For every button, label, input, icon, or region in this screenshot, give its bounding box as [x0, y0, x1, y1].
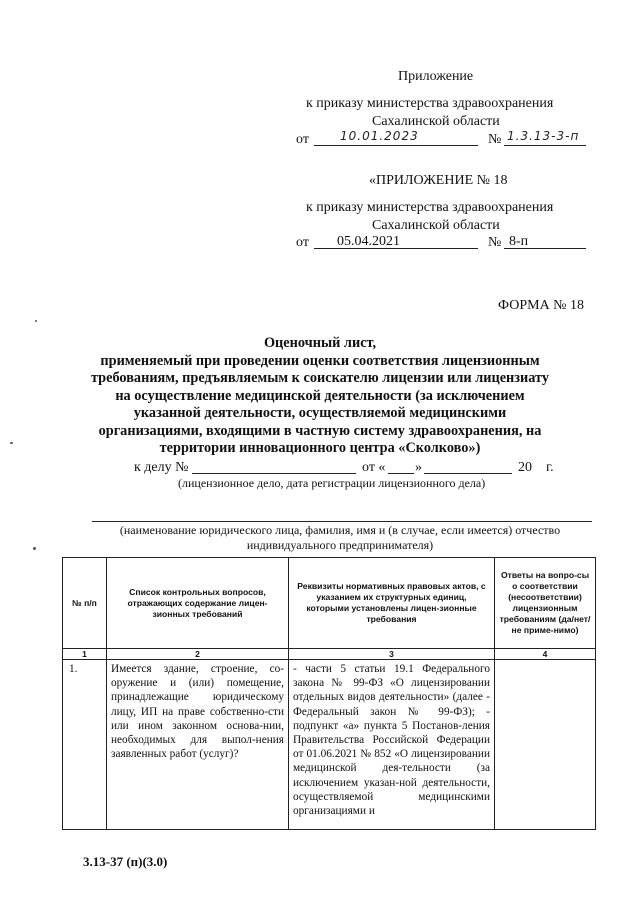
title-line: указанной деятельности, осуществляемой медицинскими	[133, 405, 507, 421]
case-month-underline	[424, 473, 512, 474]
question-cell	[107, 660, 289, 830]
row-number-cell	[63, 660, 107, 830]
column-number-cell	[495, 649, 596, 660]
case-note: (лицензионное дело, дата регистрации лицензионного дела)	[178, 476, 486, 490]
column-number: 3	[389, 649, 394, 659]
case-year-suffix: г.	[546, 460, 554, 475]
column-number-cell	[289, 649, 495, 660]
appendix-region-line: Сахалинской области	[372, 114, 500, 129]
table-header-row	[63, 558, 596, 649]
header-label: Реквизиты нормативных правовых актов, с указанием их структурных единиц, которыми установлены лицен-зионные требования	[297, 581, 486, 624]
table-row	[63, 660, 596, 830]
header-cell-number	[63, 558, 107, 649]
inner-appendix-title: «ПРИЛОЖЕНИЕ № 18	[369, 173, 508, 188]
appendix-date-underline	[314, 145, 478, 146]
case-prefix: к делу №	[134, 460, 189, 475]
header-label: Список контрольных вопросов, отражающих содержание лицен-зионных требований	[127, 586, 268, 619]
appendix-number-underline	[504, 145, 586, 146]
column-number-cell	[107, 649, 289, 660]
header-cell-references	[289, 558, 495, 649]
document-title	[60, 335, 580, 458]
appendix-order-line: к приказу министерства здравоохранения	[306, 96, 554, 111]
header-label: Ответы на вопро-сы о соответствии (несоответствии) лицензионным требованиям (да/нет/не приме-нимо)	[499, 570, 591, 635]
case-number-underline	[192, 473, 356, 474]
scan-speck	[33, 547, 36, 550]
reference-cell	[289, 660, 495, 830]
title-line: на осуществление медицинской деятельности (за исключением	[115, 387, 525, 404]
column-number: 2	[195, 649, 200, 659]
answer-text	[495, 660, 595, 664]
inner-appendix-from-label: от	[296, 235, 309, 250]
case-quote-close: »	[415, 460, 422, 475]
header-cell-questions	[107, 558, 289, 649]
inner-appendix-order-line: к приказу министерства здравоохранения	[306, 200, 554, 215]
title-line: применяемый при проведении оценки соответствия лицензионным	[100, 352, 540, 369]
title-line: территории инновационного центра «Сколково»)	[159, 440, 481, 456]
footer-code: 3.13-37 (п)(3.0)	[83, 854, 168, 869]
form-label: ФОРМА № 18	[498, 298, 585, 313]
row-number: 1.	[69, 663, 78, 675]
appendix-title: Приложение	[398, 69, 474, 84]
appendix-number-handwritten: 1.3.13-3-п	[507, 129, 580, 143]
inner-appendix-number: 8-п	[509, 234, 529, 249]
appendix-date-handwritten: 10.01.2023	[340, 129, 419, 143]
header-label: № п/п	[72, 597, 97, 608]
header-cell-answers	[495, 558, 596, 649]
case-day-underline	[388, 473, 414, 474]
case-from-label: от «	[362, 460, 386, 475]
entity-note-line1: (наименование юридического лица, фамилия, имя и (в случае, если имеется) отчество	[119, 523, 561, 537]
scan-speck	[10, 442, 13, 444]
inner-appendix-region-line: Сахалинской области	[372, 218, 500, 233]
appendix-number-label: №	[488, 132, 502, 147]
case-year-label: 20	[518, 460, 532, 475]
table-number-row	[63, 649, 596, 660]
reference-text: - части 5 статьи 19.1 Федерального закона № 99-ФЗ «О лицензировании отдельных видов деятельности» (далее - Федеральный закон № 99-ФЗ); - подпункт «а» пункта 5 Постанов-ления Правительства Российской Федерации от 01.06.2021 № 852 «О лицензировании медицинской дея-тельности (за исключением указан-ной деятельности, осуществляемой медицинскими организациями и	[293, 663, 490, 818]
inner-appendix-number-label: №	[488, 235, 502, 250]
entity-name-underline	[92, 521, 592, 522]
title-line: организациями, входящими в частную систему здравоохранения, на	[98, 422, 542, 439]
answer-cell[interactable]	[495, 660, 596, 830]
question-text: Имеется здание, строение, со-оружение и (или) помещение, принадлежащие юридическому лицу, ИП на праве собственно-сти или ином законном основа-нии, необходимых для выпол-нения заявленных работ (услуг)?	[111, 663, 284, 761]
column-number-cell	[63, 649, 107, 660]
scan-speck	[35, 320, 37, 322]
title-line: Оценочный лист,	[263, 335, 377, 351]
column-number: 4	[542, 649, 548, 659]
entity-note-line2: индивидуального предпринимателя)	[246, 538, 434, 552]
inner-appendix-date: 05.04.2021	[337, 234, 400, 249]
title-line: требованиям, предъявляемым к соискателю лицензии или лицензиату	[90, 370, 550, 386]
column-number: 1	[82, 649, 87, 659]
appendix-from-label: от	[296, 132, 309, 147]
assessment-table	[62, 557, 596, 830]
